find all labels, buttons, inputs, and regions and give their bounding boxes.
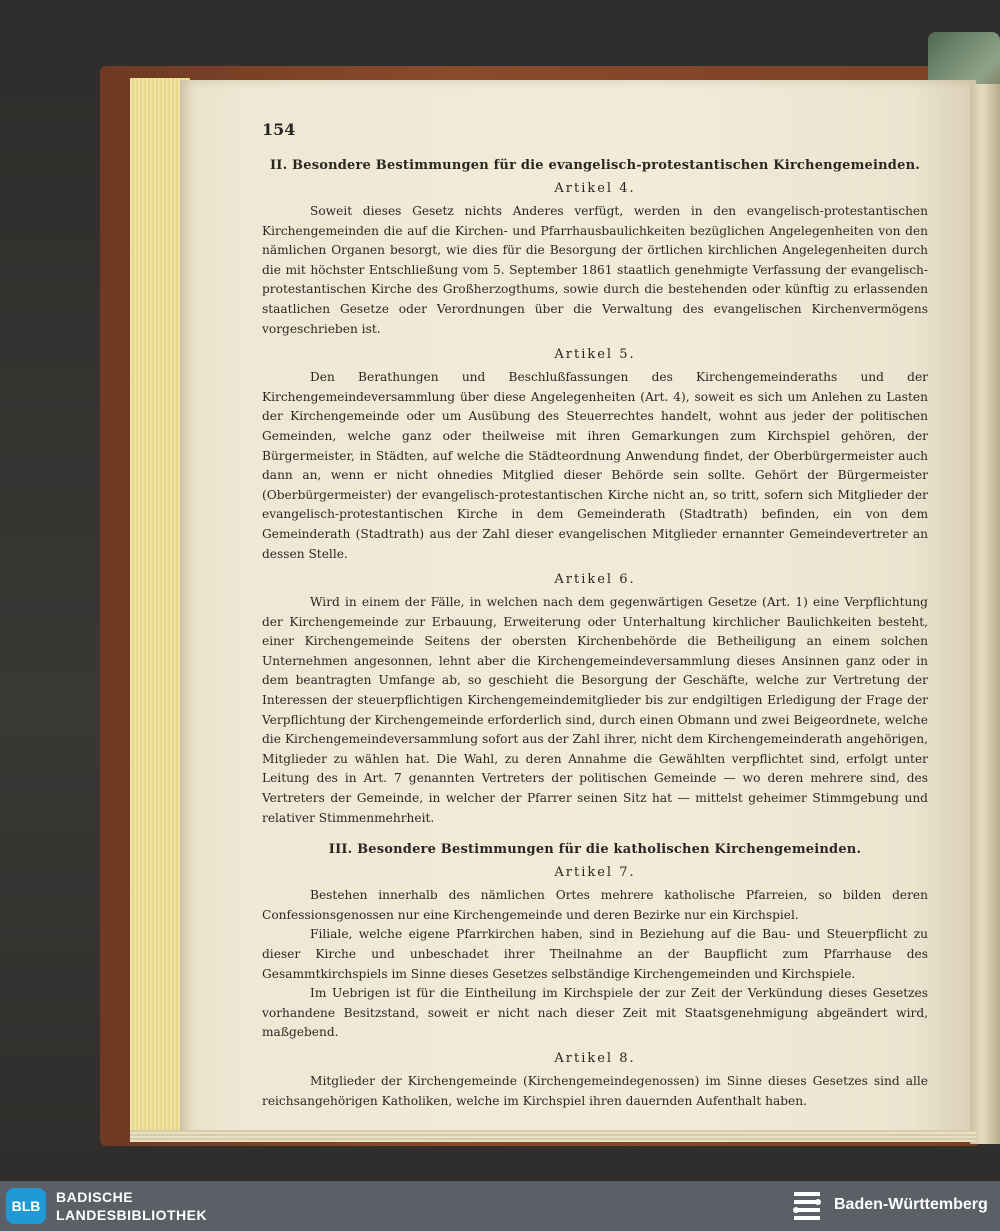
article-7-title: Artikel 7.: [554, 865, 636, 881]
article-8-title: Artikel 8.: [554, 1050, 636, 1066]
article-7-paragraph: Im Uebrigen ist für die Eintheilung im Kirchspiele der zur Zeit der Verkündung dieses Gesetzes vorhandene Besitzstand, soweit er nicht nach dieser Zeit mit Staatsgenehmigung abgeändert wird, maßgebend.: [262, 986, 928, 1040]
article-8-text: Mitglieder der Kirchengemeinde (Kirchengemeindegenossen) im Sinne dieses Gesetzes sind alle reichsangehörigen Katholiken, welche im Kirchspiel ihren dauernden Aufenthalt haben.: [262, 1073, 928, 1108]
article-4-title: Artikel 4.: [554, 181, 636, 196]
blb-name-line1: BADISCHE: [56, 1189, 134, 1205]
page-number: 154: [262, 120, 296, 139]
section-heading-3: III. Besondere Bestimmungen für die katholischen Kirchengemeinden.: [328, 842, 862, 858]
footer-bar: [0, 1181, 1000, 1231]
section-heading-2: II. Besondere Bestimmungen für die evangelisch-protestantischen Kirchengemeinden.: [270, 158, 920, 173]
article-5-title: Artikel 5.: [554, 347, 636, 363]
blb-logo[interactable]: BLB: [6, 1188, 46, 1224]
article-6-title: Artikel 6.: [554, 572, 636, 588]
article-6-text: Wird in einem der Fälle, in welchen nach dem gegenwärtigen Gesetze (Art. 1) eine Verpflichtung der Kirchengemeinde zur Erbauung, Erweiterung oder Unterhaltung kirchlicher Baulichkeiten besteht, einer Kirchengemeinde Seitens der obersten Kirchenbehörde die Betheiligung an einem solchen Unternehmen angesonnen, lehnt aber die Kirchengemeindeversammlung dieses Ansinnen ganz oder in dem beantragten Umfange ab, so geschieht die Besorgung der Geschäfte, welche zur Vertretung der Interessen der steuerpflichtigen Kirchengemeindemitglieder bis zur endgiltigen Erledigung der Frage der Verpflichtung der Kirchengemeinde erforderlich sind, durch einen Obmann und zwei Beigeordnete, welche die Kirchengemeindeversammlung sofort aus der Zahl ihrer, nicht dem Kirchengemeinderath angehörigen, Mitglieder zu wählen hat. Die Wahl, zu deren Annahme die Gewählten verpflichtet sind, erfolgt unter Leitung des in Art. 7 genannten Vertreters der politischen Gemeinde — wo deren mehrere sind, des Vertreters der Gemeinde, in welcher der Pfarrer seinen Sitz hat — mittelst geheimer Stimmgebung und relativer Stimmenmehrheit.: [262, 595, 928, 825]
baden-wuerttemberg-label[interactable]: Baden-Württemberg: [834, 1196, 988, 1213]
page-text: [262, 120, 928, 1111]
page-stack-bottom: [130, 1130, 976, 1142]
article-7-paragraph: Bestehen innerhalb des nämlichen Ortes mehrere katholische Pfarreien, so bilden deren Confessionsgenossen nur eine Kirchengemeinde und deren Bezirke nur ein Kirchspiel.: [262, 888, 928, 922]
article-4-text: Soweit dieses Gesetz nichts Anderes verfügt, werden in den evangelisch-protestantischen Kirchengemeinden die auf die Kirchen- und Pfarrhausbaulichkeiten bezüglichen Angelegenheiten von den nämlichen Organen besorgt, wie dies für die Besorgung der örtlichen kirchlichen Angelegenheiten durch die mit höchster Entschließung vom 5. September 1861 staatlich genehmigte Verfassung der evangelisch-protestantischen Kirche des Großherzogthums, sowie durch die bestehenden oder künftig zu erlassenden staatlichen Gesetze oder Verordnungen über die Verwaltung des evangelischen Kirchenvermögens vorgeschrieben ist.: [262, 204, 928, 336]
blb-name-line2: LANDESBIBLIOTHEK: [56, 1207, 208, 1223]
article-7-paragraph: Filiale, welche eigene Pfarrkirchen haben, sind in Beziehung auf die Bau- und Steuerpflicht zu dieser Kirche und unbeschadet ihrer Theilnahme an der Baupflicht zum Pfarrhause des Gesammtkirchspiels im Sinne dieses Gesetzes selbständige Kirchengemeinden und Kirchspiele.: [262, 927, 928, 981]
baden-wuerttemberg-lions-icon: [790, 1188, 824, 1224]
page-fore-edge: [970, 84, 1000, 1144]
article-5-text: Den Berathungen und Beschlußfassungen des Kirchengemeinderaths und der Kirchengemeindeversammlung über diese Angelegenheiten (Art. 4), soweit es sich um Anlehen zu Lasten der Kirchengemeinde oder um Ausübung des Steuerrechtes handelt, wohnt aus jeder der politischen Gemeinden, welche ganz oder theilweise mit ihren Gemarkungen zum Kirchspiel gehören, der Bürgermeister, in Städten, auf welche die Städteordnung Anwendung findet, der Oberbürgermeister auch dann an, wenn er nicht ohnedies Mitglied dieser Behörde sein sollte. Gehört der Bürgermeister (Oberbürgermeister) der evangelisch-protestantischen Kirche nicht an, so tritt, sofern sich Mitglieder der evangelisch-protestantischen Kirche in dem Gemeinderath (Stadtrath) befinden, ein von dem Gemeinderath (Stadtrath) aus der Zahl dieser evangelischen Mitglieder ernannter Gemeindevertreter an dessen Stelle.: [262, 370, 928, 561]
